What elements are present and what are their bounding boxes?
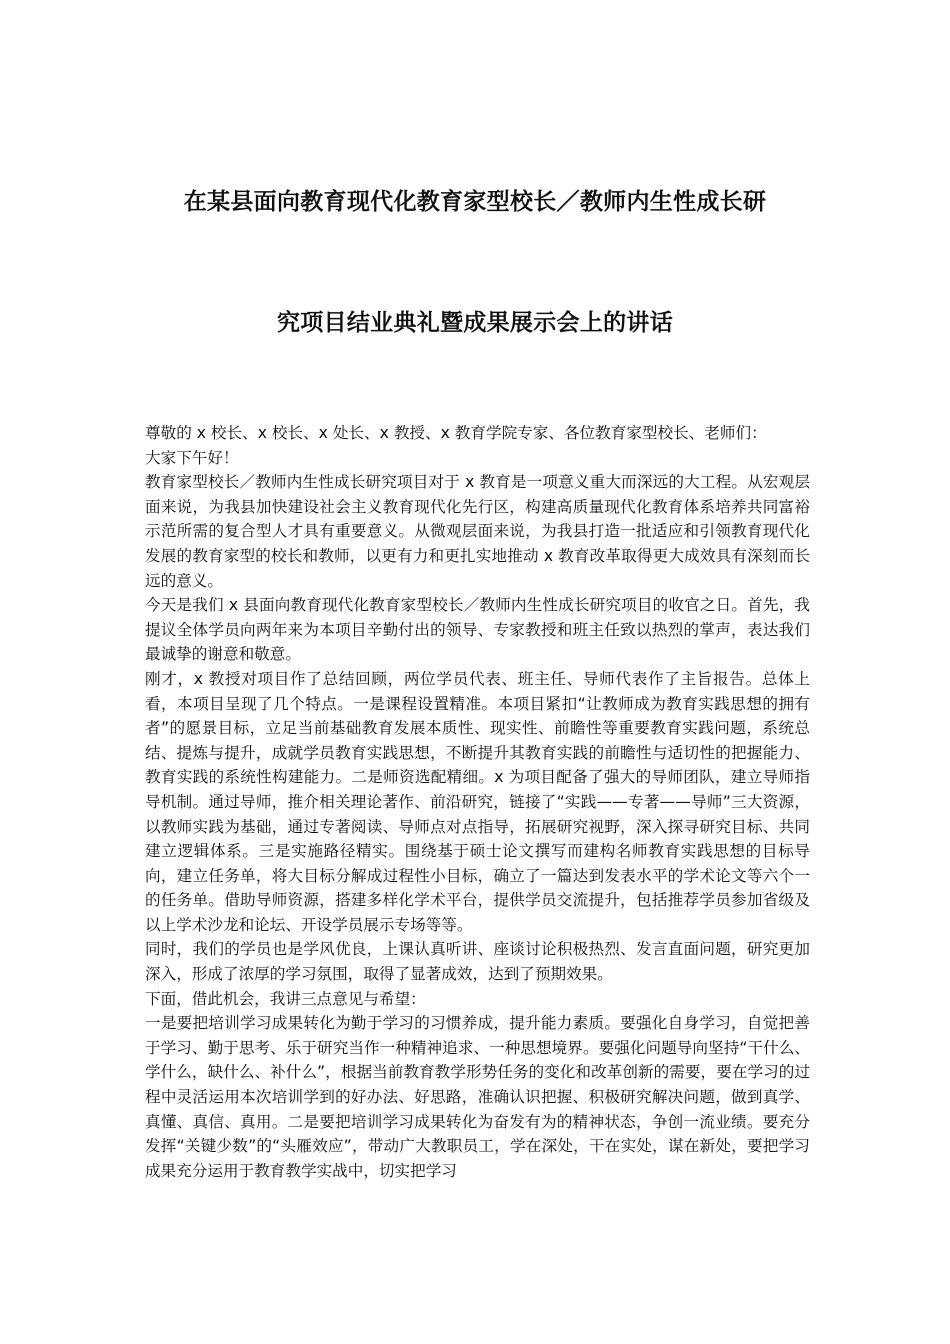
body-paragraph: 今天是我们 x 县面向教育现代化教育家型校长／教师内生性成长研究项目的收官之日。首先，我提议全体学员向两年来为本项目辛勤付出的领导、专家教授和班主任致以热烈的掌声，表达我们最诚挚的谢意和敬意。 [145,596,810,664]
document-title-line-2: 究项目结业典礼暨成果展示会上的讲话 [276,310,674,336]
salutation: 尊敬的 x 校长、x 校长、x 处长、x 教授、x 教育学院专家、各位教育家型校长、老师们： [145,424,767,442]
body-paragraph: 一是要把培训学习成果转化为勤于学习的习惯养成，提升能力素质。要强化自身学习，自觉把善于学习、勤于思考、乐于研究当作一种精神追求、一种思想境界。要强化问题导向坚持“干什么、学什么，缺什么、补什么”，根据当前教育教学形势任务的变化和改革创新的需要，要在学习的过程中灵活运用本次培训学到的好办法、好思路，准确认识把握、积极研究解决问题，做到真学、真懂、真信、真用。二是要把培训学习成果转化为奋发有为的精神状态，争创一流业绩。要充分发挥“关键少数”的“头雁效应”，带动广大教职员工，学在深处，干在实处，谋在新处，要把学习成果充分运用于教育教学实战中，切实把学习 [145,1014,810,1180]
greeting: 大家下午好！ [145,448,239,467]
body-paragraph: 下面，借此机会，我讲三点意见与希望： [145,989,426,1008]
document-title-line-1: 在某县面向教育现代化教育家型校长／教师内生性成长研 [183,189,767,215]
body-paragraph: 教育家型校长／教师内生性成长研究项目对于 x 教育是一项意义重大而深远的大工程。从宏观层面来说，为我县加快建设社会主义教育现代化先行区，构建高质量现代化教育体系培养共同富裕示范所需的复合型人才具有重要意义。从微观层面来说，为我县打造一批适应和引领教育现代化发展的教育家型的校长和教师，以更有力和更扎实地推动 x 教育改革取得更大成效具有深刻而长远的意义。 [145,473,810,590]
body-paragraph: 刚才，x 教授对项目作了总结回顾，两位学员代表、班主任、导师代表作了主旨报告。总体上看，本项目呈现了几个特点。一是课程设置精准。本项目紧扣“让教师成为教育实践思想的拥有者”的愿景目标，立足当前基础教育发展本质性、现实性、前瞻性等重要教育实践问题，系统总结、提炼与提升，成就学员教育实践思想，不断提升其教育实践的前瞻性与适切性的把握能力、教育实践的系统性构建能力。二是师资选配精细。x 为项目配备了强大的导师团队，建立导师指导机制。通过导师，推介相关理论著作、前沿研究，链接了“实践——专著——导师”三大资源，以教师实践为基础，通过专著阅读、导师点对点指导，拓展研究视野，深入探寻研究目标、共同建立逻辑体系。三是实施路径精实。围绕基于硕士论文撰写而建构名师教育实践思想的目标导向，建立任务单，将大目标分解成过程性小目标，确立了一篇达到发表水平的学术论文等六个一的任务单。借助导师资源，搭建多样化学术平台，提供学员交流提升，包括推荐学员参加省级及以上学术沙龙和论坛、开设学员展示专场等等。 [145,669,810,934]
speech-body [145,421,810,1183]
body-paragraph: 同时，我们的学员也是学风优良，上课认真听讲、座谈讨论积极热烈、发言直面问题，研究更加深入，形成了浓厚的学习氛围，取得了显著成效，达到了预期效果。 [145,940,810,984]
